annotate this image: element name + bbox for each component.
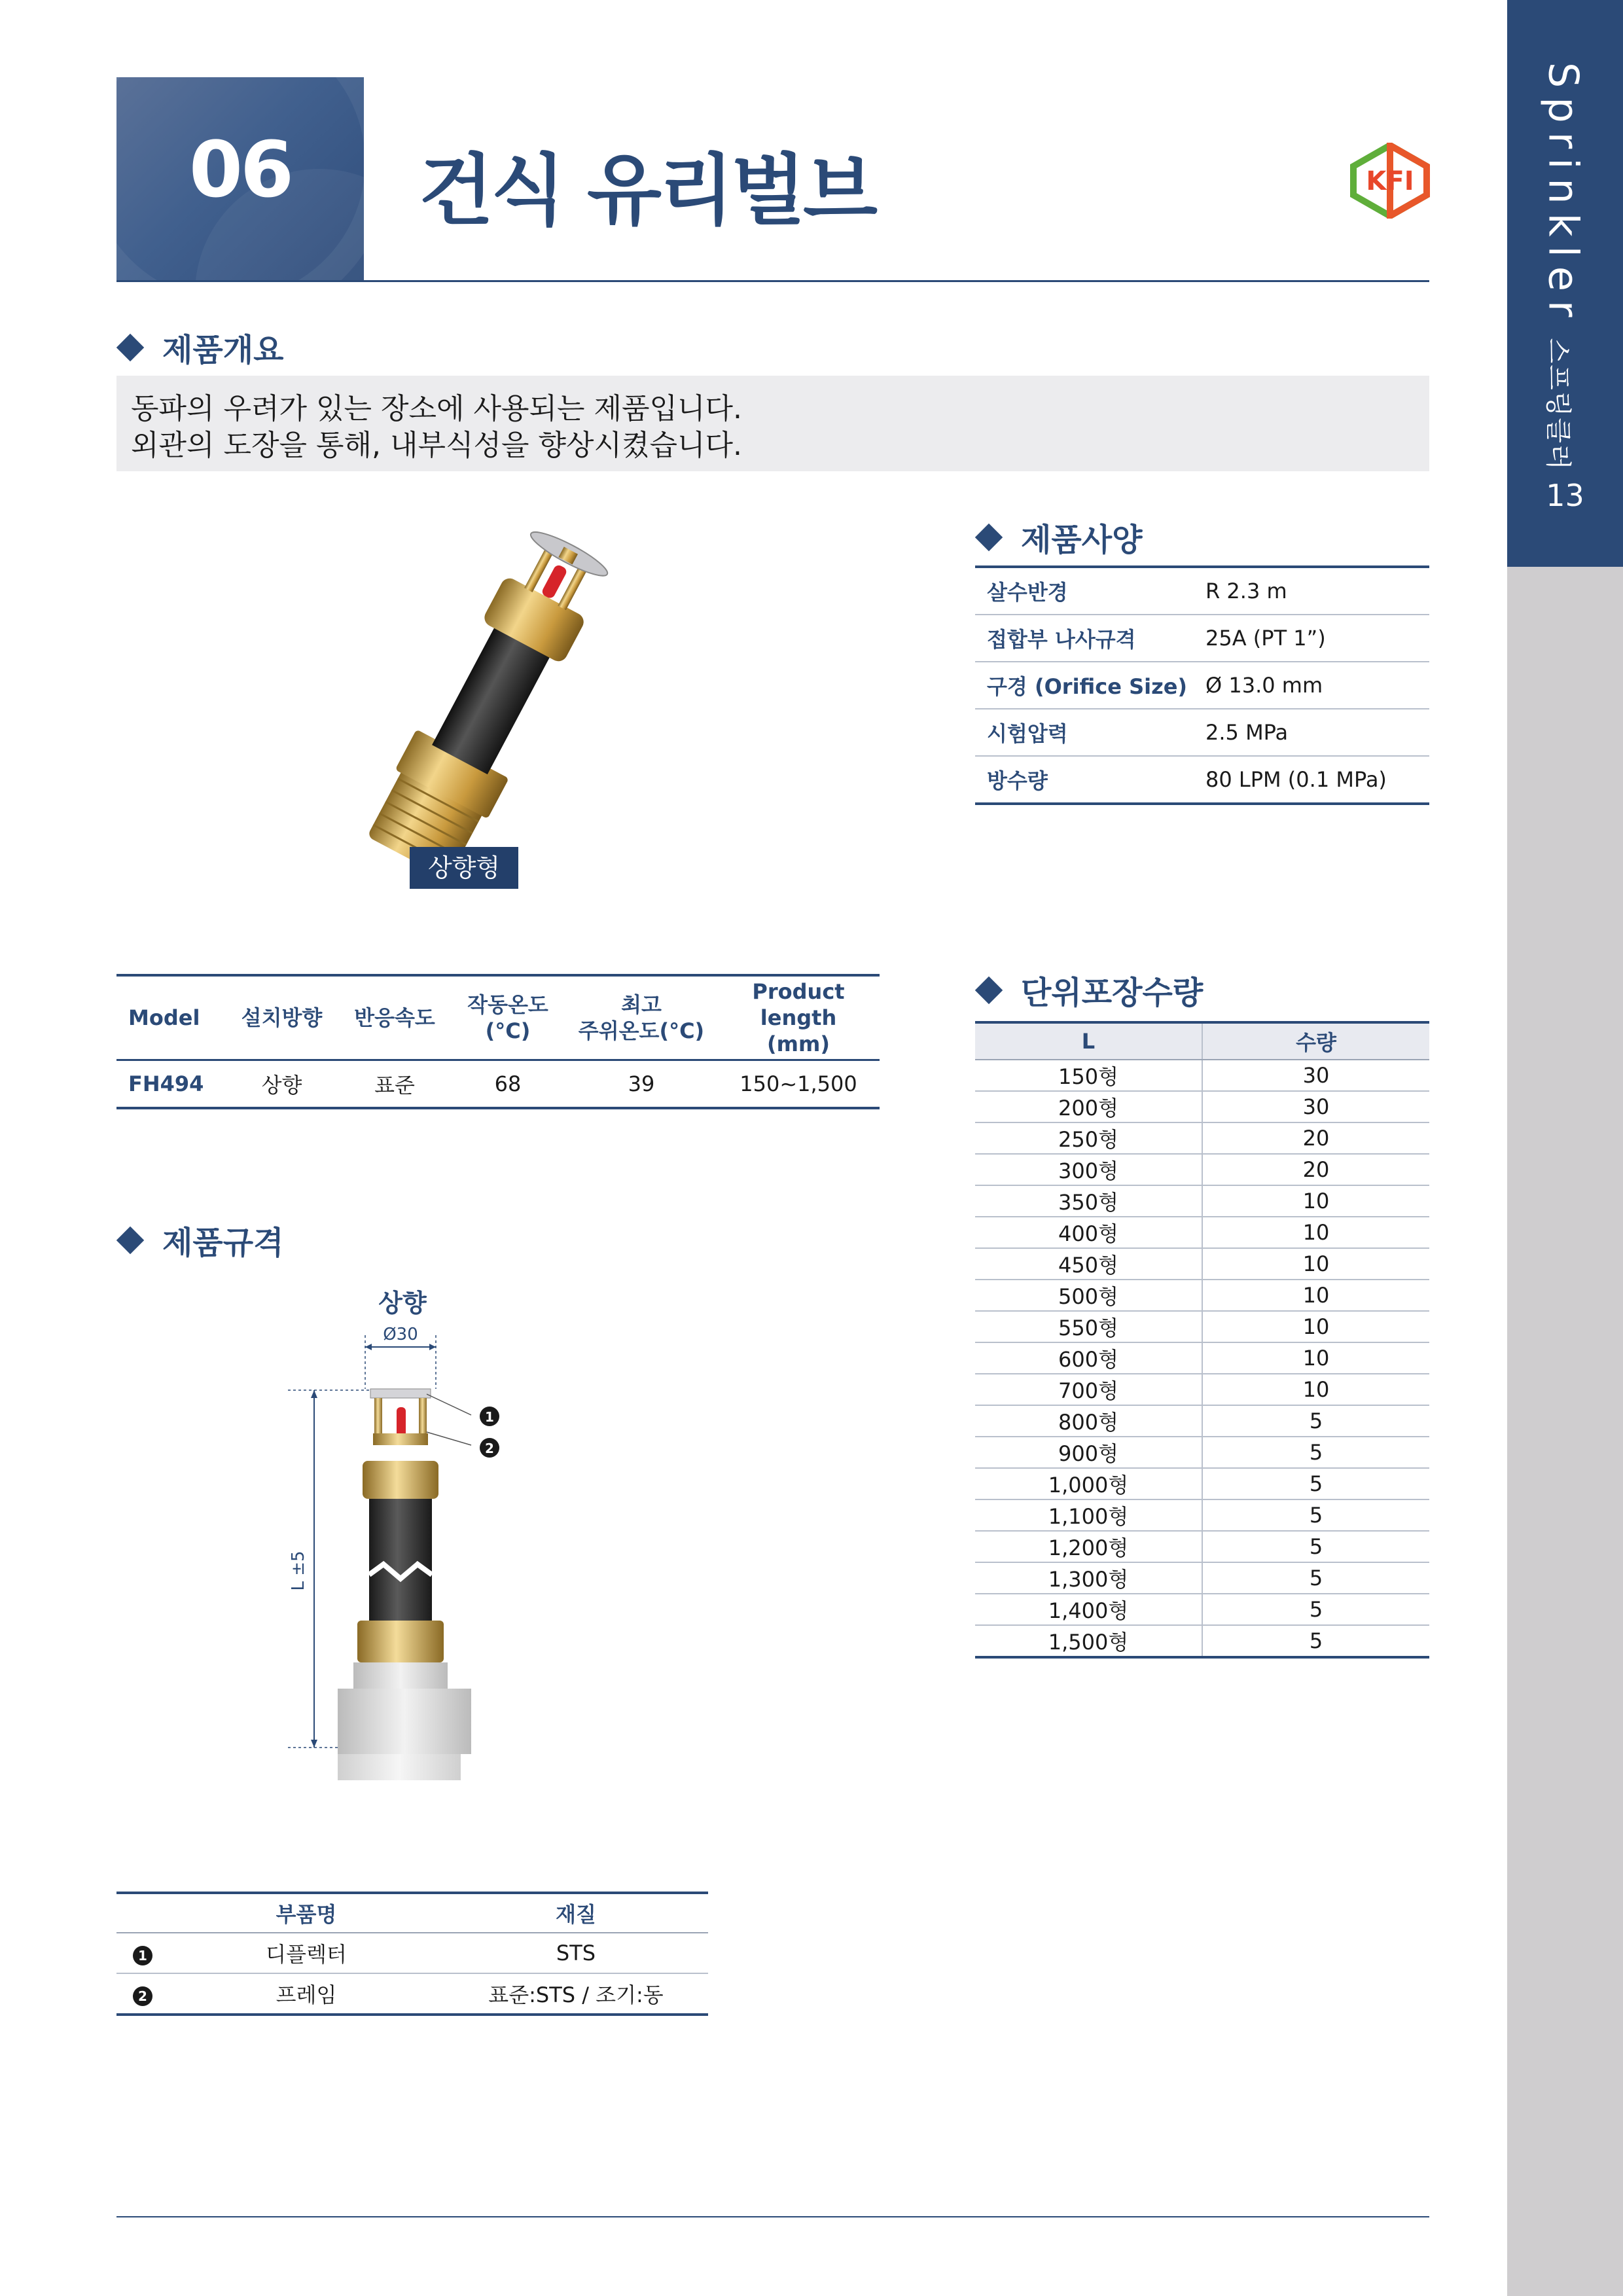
- package-length-cell: 350형: [975, 1185, 1202, 1217]
- package-quantity-cell: 20: [1202, 1154, 1429, 1185]
- package-quantity-cell: 10: [1202, 1217, 1429, 1248]
- package-quantity-cell: 5: [1202, 1625, 1429, 1657]
- package-length-cell: 1,300형: [975, 1562, 1202, 1594]
- spec-table: [975, 565, 1429, 805]
- side-tab-bottom: [1507, 567, 1623, 2296]
- package-quantity-cell: 10: [1202, 1185, 1429, 1217]
- table-row: [116, 1933, 708, 1973]
- part-number: 1: [133, 1946, 152, 1965]
- diamond-bullet-icon: [975, 976, 1003, 1003]
- package-length-cell: 1,500형: [975, 1625, 1202, 1657]
- package-quantity-cell: 5: [1202, 1562, 1429, 1594]
- spec-key: 방수량: [975, 756, 1205, 804]
- table-row: [116, 1973, 708, 2015]
- package-quantity-cell: 10: [1202, 1311, 1429, 1342]
- table-row: [975, 1122, 1429, 1154]
- temp-cell: 68: [450, 1060, 565, 1109]
- table-row: [975, 1217, 1429, 1248]
- table-header-row: [116, 975, 880, 1060]
- spec-value: R 2.3 m: [1205, 567, 1429, 615]
- dimension-heading: [116, 1217, 283, 1263]
- package-length-cell: 550형: [975, 1311, 1202, 1342]
- table-row: [975, 1185, 1429, 1217]
- col-header-material: 재질: [444, 1893, 708, 1933]
- package-length-cell: 800형: [975, 1405, 1202, 1437]
- col-header-number: [116, 1893, 169, 1933]
- dimension-heading-text: 제품규격: [162, 1225, 284, 1261]
- table-row: [975, 1091, 1429, 1122]
- spec-key: 살수반경: [975, 567, 1205, 615]
- side-tab-title-en: Sprinkler: [1539, 62, 1588, 327]
- table-row: [975, 709, 1429, 756]
- spec-heading: [975, 514, 1142, 560]
- col-header-response: 반응속도: [339, 975, 450, 1060]
- package-quantity-cell: 30: [1202, 1060, 1429, 1091]
- direction-cell: 상향: [224, 1060, 339, 1109]
- table-row: [975, 1437, 1429, 1468]
- table-row: [975, 567, 1429, 615]
- package-length-cell: 1,100형: [975, 1499, 1202, 1531]
- product-type-label: 상향형: [410, 847, 518, 889]
- package-quantity-cell: 10: [1202, 1280, 1429, 1311]
- col-header-direction: 설치방향: [224, 975, 339, 1060]
- part-material: 표준:STS / 조기:동: [444, 1973, 708, 2015]
- package-quantity-cell: 30: [1202, 1091, 1429, 1122]
- table-row: [975, 1060, 1429, 1091]
- package-quantity-cell: 5: [1202, 1437, 1429, 1468]
- table-row: [975, 1311, 1429, 1342]
- package-quantity-cell: 5: [1202, 1405, 1429, 1437]
- side-tab-title: [1527, 62, 1599, 471]
- side-tab-title-ko: 스프링클러: [1543, 338, 1573, 471]
- spec-heading-text: 제품사양: [1021, 522, 1143, 558]
- col-header-length: Product length (mm): [717, 975, 880, 1060]
- response-cell: 표준: [339, 1060, 450, 1109]
- length-cell: 150~1,500: [717, 1060, 880, 1109]
- package-quantity-cell: 10: [1202, 1248, 1429, 1280]
- col-header-length: L: [975, 1022, 1202, 1060]
- table-row: [975, 1468, 1429, 1499]
- dimension-drawing: [275, 1276, 550, 1820]
- package-length-cell: 1,400형: [975, 1594, 1202, 1625]
- footer-divider: [116, 2216, 1429, 2217]
- table-row: [975, 1562, 1429, 1594]
- package-length-cell: 1,000형: [975, 1468, 1202, 1499]
- page-title: 건식 유리벌브: [419, 145, 876, 236]
- package-length-cell: 150형: [975, 1060, 1202, 1091]
- model-cell: FH494: [116, 1060, 224, 1109]
- package-heading: [975, 967, 1203, 1013]
- parts-table: [116, 1892, 708, 2016]
- table-row: [975, 1374, 1429, 1405]
- table-header-row: [975, 1022, 1429, 1060]
- package-length-cell: 250형: [975, 1122, 1202, 1154]
- page-number: 13: [1546, 478, 1584, 513]
- table-row: [975, 1342, 1429, 1374]
- part-number: 2: [133, 1986, 152, 2006]
- package-length-cell: 200형: [975, 1091, 1202, 1122]
- table-row: [975, 756, 1429, 804]
- package-table: [975, 1021, 1429, 1659]
- package-length-cell: 400형: [975, 1217, 1202, 1248]
- table-row: [975, 1625, 1429, 1657]
- diamond-bullet-icon: [116, 333, 144, 361]
- package-length-cell: 450형: [975, 1248, 1202, 1280]
- package-quantity-cell: 5: [1202, 1531, 1429, 1562]
- table-row: [116, 1060, 880, 1109]
- package-length-cell: 1,200형: [975, 1531, 1202, 1562]
- col-header-temp: 작동온도 (°C): [450, 975, 565, 1060]
- chapter-number: 06: [188, 124, 292, 215]
- part-material: STS: [444, 1933, 708, 1973]
- product-image: [281, 524, 687, 903]
- part-name: 디플렉터: [169, 1933, 444, 1973]
- table-row: [975, 1594, 1429, 1625]
- model-table: [116, 974, 880, 1109]
- kfi-logo: [1349, 143, 1431, 219]
- ambient-cell: 39: [565, 1060, 717, 1109]
- table-row: [975, 662, 1429, 709]
- spec-key: 구경 (Orifice Size): [975, 662, 1205, 709]
- diamond-bullet-icon: [116, 1226, 144, 1253]
- table-row: [975, 615, 1429, 662]
- package-quantity-cell: 5: [1202, 1468, 1429, 1499]
- table-row: [975, 1531, 1429, 1562]
- spec-value: 80 LPM (0.1 MPa): [1205, 756, 1429, 804]
- package-quantity-cell: 5: [1202, 1499, 1429, 1531]
- package-length-cell: 500형: [975, 1280, 1202, 1311]
- spec-value: 2.5 MPa: [1205, 709, 1429, 756]
- overview-line-1: 동파의 우려가 있는 장소에 사용되는 제품입니다.: [131, 392, 742, 425]
- spec-key: 시험압력: [975, 709, 1205, 756]
- spec-value: Ø 13.0 mm: [1205, 662, 1429, 709]
- spec-key: 접합부 나사규격: [975, 615, 1205, 662]
- callout-2: 2: [485, 1441, 494, 1456]
- package-quantity-cell: 10: [1202, 1342, 1429, 1374]
- part-name: 프레임: [169, 1973, 444, 2015]
- package-quantity-cell: 10: [1202, 1374, 1429, 1405]
- col-header-part: 부품명: [169, 1893, 444, 1933]
- diameter-label: Ø30: [383, 1325, 418, 1344]
- table-row: [975, 1248, 1429, 1280]
- package-heading-text: 단위포장수량: [1021, 975, 1204, 1011]
- table-row: [975, 1499, 1429, 1531]
- length-label: L ±5: [289, 1551, 308, 1591]
- overview-heading: [116, 325, 283, 370]
- table-row: [975, 1405, 1429, 1437]
- package-quantity-cell: 5: [1202, 1594, 1429, 1625]
- col-header-quantity: 수량: [1202, 1022, 1429, 1060]
- table-row: [975, 1154, 1429, 1185]
- package-length-cell: 700형: [975, 1374, 1202, 1405]
- package-length-cell: 300형: [975, 1154, 1202, 1185]
- col-header-model: Model: [116, 975, 224, 1060]
- diamond-bullet-icon: [975, 523, 1003, 550]
- package-quantity-cell: 20: [1202, 1122, 1429, 1154]
- callout-1: 1: [485, 1409, 494, 1425]
- table-row: [975, 1280, 1429, 1311]
- table-header-row: [116, 1893, 708, 1933]
- spec-value: 25A (PT 1”): [1205, 615, 1429, 662]
- col-header-ambient: 최고 주위온도(°C): [565, 975, 717, 1060]
- package-length-cell: 900형: [975, 1437, 1202, 1468]
- kfi-logo-text: KFI: [1366, 166, 1414, 196]
- package-length-cell: 600형: [975, 1342, 1202, 1374]
- overview-heading-text: 제품개요: [162, 332, 284, 368]
- drawing-view-title: 상향: [378, 1289, 427, 1318]
- overview-box: [116, 376, 1429, 471]
- overview-line-2: 외관의 도장을 통해, 내부식성을 향상시켰습니다.: [131, 429, 742, 462]
- header-divider: [116, 280, 1429, 282]
